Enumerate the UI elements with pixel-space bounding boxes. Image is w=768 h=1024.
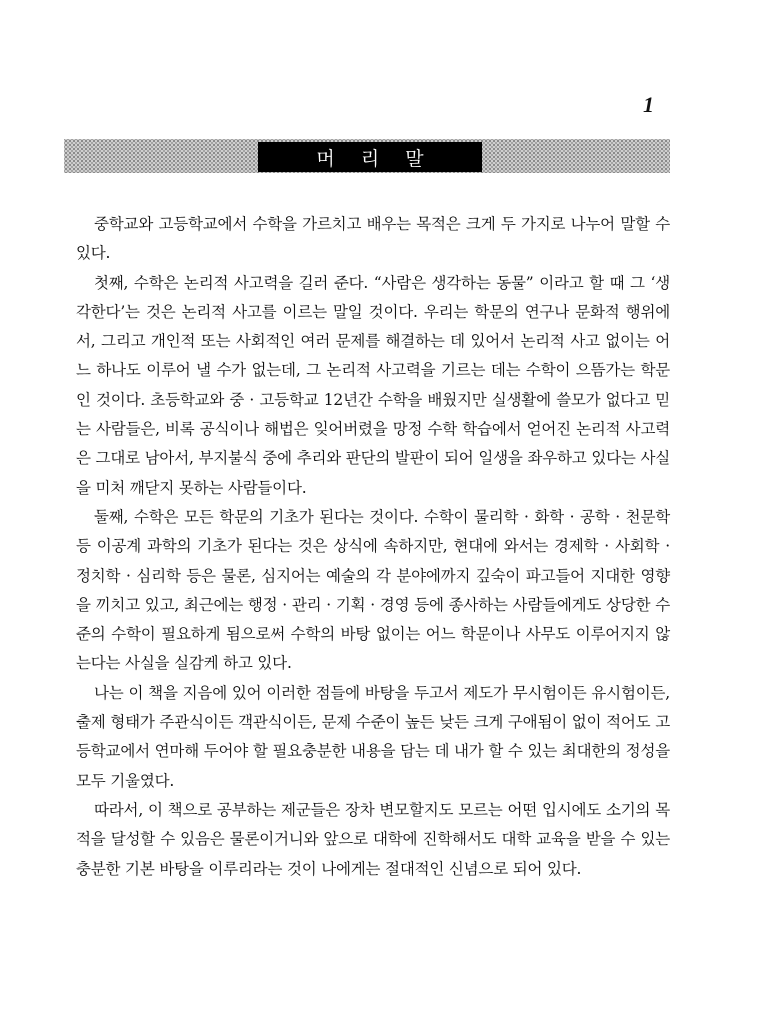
paragraph-3: 둘째, 수학은 모든 학문의 기초가 된다는 것이다. 수학이 물리학 · 화학 · 공학 · 천문학 등 이공계 과학의 기초가 된다는 것은 상식에 속하지만, 현대에 와서는 경제학 · 사회학 · 정치학 · 심리학 등은 물론, 심지어는 예술의 각 분야에까지 깊숙이 파고들어 지대한 영향을 끼치고 있고, 최근에는 행정 · 관리 · 기획 · 경영 등에 종사하는 사람들에게도 상당한 수준의 수학이 필요하게 됨으로써 수학의 바탕 없이는 어느 학문이나 사무도 이루어지지 않는다는 사실을 실감케 하고 있다. xyxy=(76,507,670,673)
paragraph-2: 첫째, 수학은 논리적 사고력을 길러 준다. “사람은 생각하는 동물” 이라고 할 때 그 ‘생각한다’는 것은 논리적 사고를 이르는 말일 것이다. 우리는 학문의 연구나 문화적 행위에서, 그리고 개인적 또는 사회적인 여러 문제를 해결하는 데 있어서 논리적 사고 없이는 어느 하나도 이루어 낼 수가 없는데, 그 논리적 사고력을 기르는 데는 수학이 으뜸가는 학문인 것이다. 초등학교와 중 · 고등학교 12년간 수학을 배웠지만 실생활에 쓸모가 없다고 믿는 사람들은, 비록 공식이나 해법은 잊어버렸을 망정 수학 학습에서 얻어진 논리적 사고력은 그대로 남아서, 부지불식 중에 추리와 판단의 발판이 되어 일생을 좌우하고 있다는 사실을 미처 깨닫지 못하는 사람들이다. xyxy=(76,273,670,497)
page-title: 머 리 말 xyxy=(258,142,482,172)
paragraph-5: 따라서, 이 책으로 공부하는 제군들은 장차 변모할지도 모르는 어떤 입시에도 소기의 목적을 달성할 수 있음은 물론이거니와 앞으로 대학에 진학해서도 대학 교육을 받을 수 있는 충분한 기본 바탕을 이루리라는 것이 나에게는 절대적인 신념으로 되어 있다. xyxy=(76,800,670,878)
page-number: 1 xyxy=(643,92,654,117)
preface-body xyxy=(76,210,670,884)
paragraph-1: 중학교와 고등학교에서 수학을 가르치고 배우는 목적은 크게 두 가지로 나누어 말할 수 있다. xyxy=(76,215,670,263)
paragraph-4: 나는 이 책을 지음에 있어 이러한 점들에 바탕을 두고서 제도가 무시험이든 유시험이든, 출제 형태가 주관식이든 객관식이든, 문제 수준이 높든 낮든 크게 구애됨이 없이 적어도 고등학교에서 연마해 두어야 할 필요충분한 내용을 담는 데 내가 할 수 있는 최대한의 정성을 모두 기울였다. xyxy=(76,683,670,790)
